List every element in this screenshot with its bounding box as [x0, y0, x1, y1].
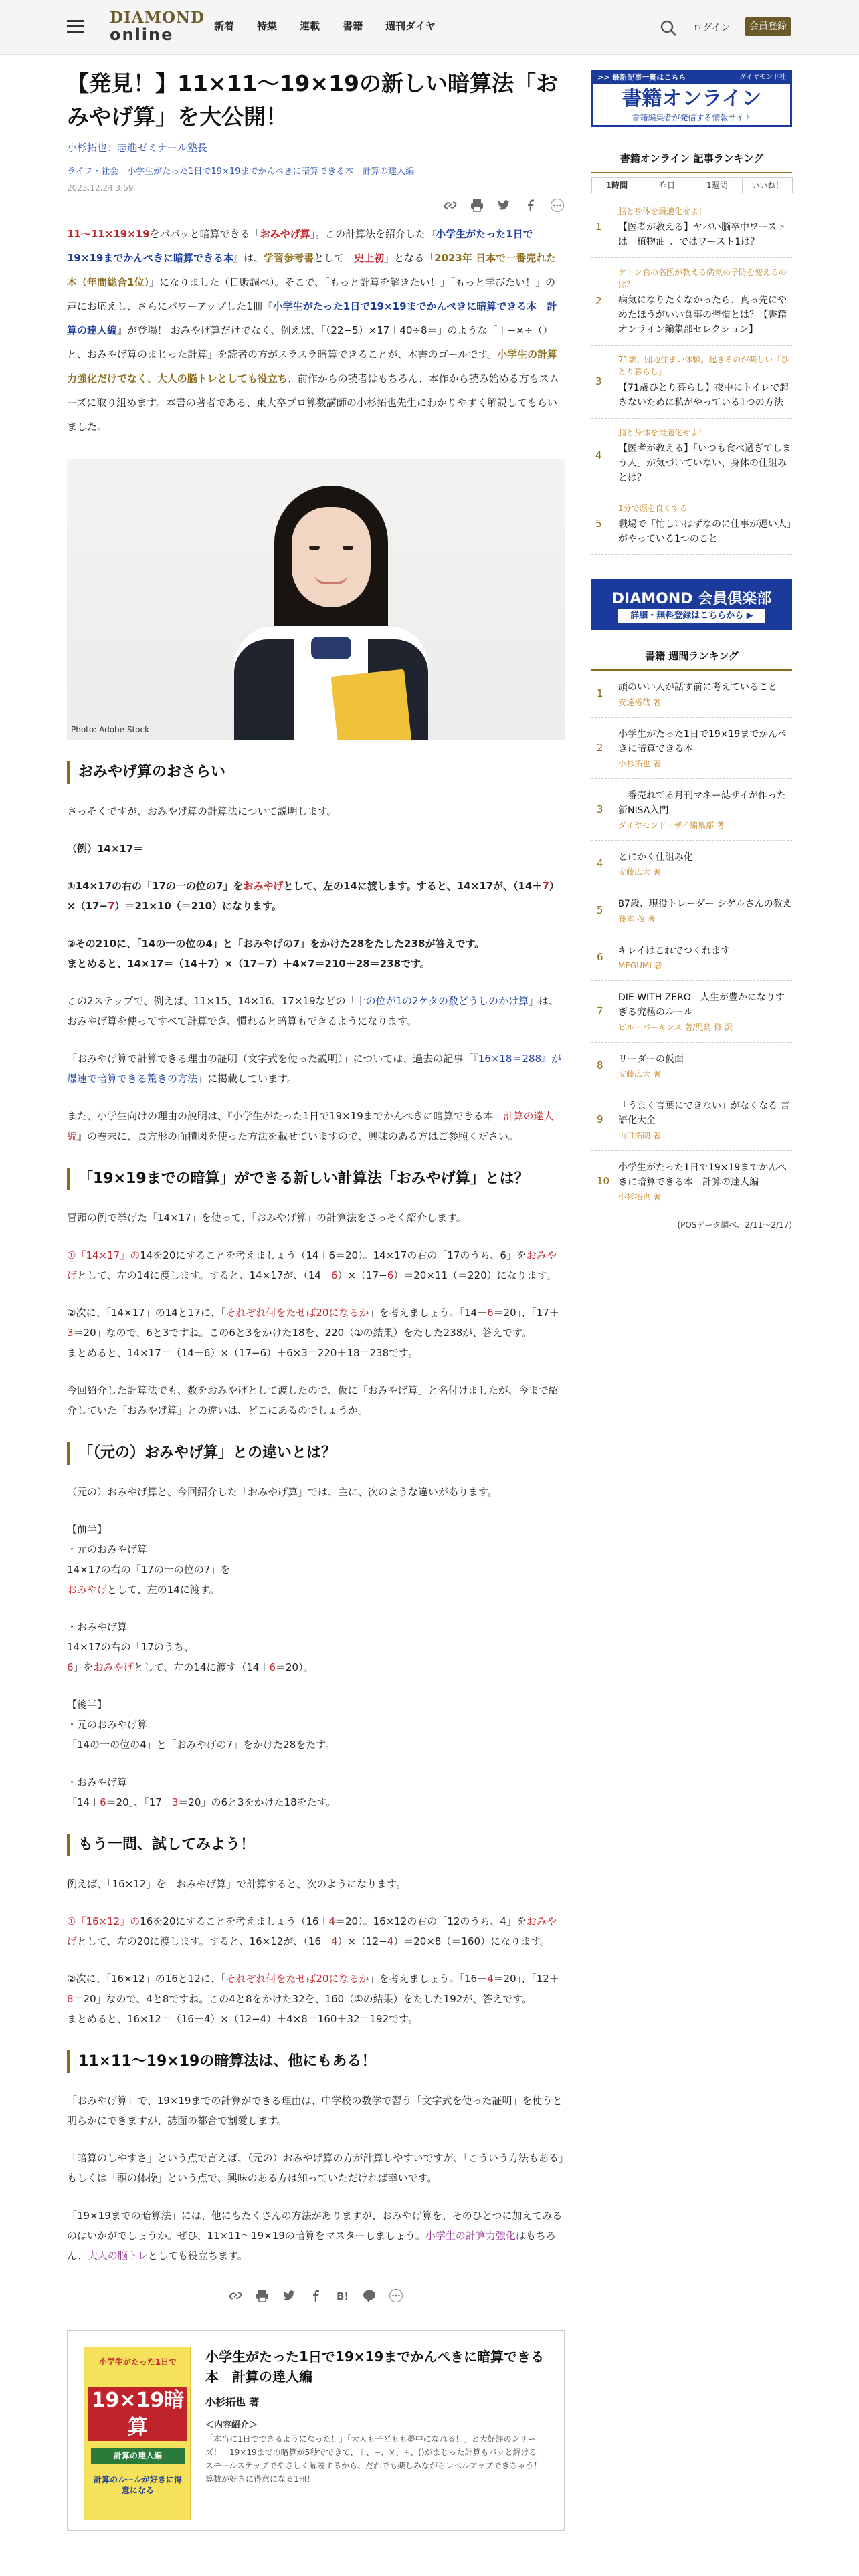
paragraph-segment: 4	[387, 1935, 394, 1947]
paragraph-segment: まとめると、14×17＝（14＋6）×（17−6）＋6×3＝220＋18＝238です。	[67, 1347, 418, 1359]
paragraph-segment: 4	[330, 1935, 338, 1947]
book-ranking-author: 小杉拓也 著	[618, 1192, 661, 1202]
book-ranking-author: 小杉拓也 著	[618, 759, 661, 768]
lead-segment: 」となる「	[384, 252, 435, 264]
paragraph	[67, 1049, 565, 1089]
paragraph-segment: ＝20）。	[276, 1661, 314, 1673]
paragraph-segment: 「おみやげ算で計算できる理由の証明（文字式を使った説明）」については、過去の記事「	[67, 1053, 474, 1065]
paragraph	[67, 876, 565, 916]
more-icon[interactable]	[550, 198, 565, 213]
paragraph-segment: としても役立ちます。	[147, 2250, 248, 2262]
paragraph-segment: ）＝21×10（＝210）になります。	[114, 900, 282, 912]
paragraph-segment: 14×17の右の「17のうち、	[67, 1641, 194, 1653]
print-icon[interactable]	[255, 2288, 270, 2303]
link-icon[interactable]	[228, 2288, 243, 2303]
lead-segment: をパパッと暗算できる「	[149, 228, 260, 240]
lead-segment: 」になりました（日販調べ）。そこで、「もっと計算を解きたい！」「もっと学びたい！」の声にお応えし、さらにパワーアップした1冊『	[67, 276, 556, 312]
article-section	[67, 761, 565, 1146]
paragraph-segment: （例）14×17＝	[67, 843, 144, 855]
section-heading: 11×11〜19×19の暗算法は、他にもある！	[67, 2050, 565, 2073]
book-ranking-title[interactable]: 87歳、現役トレーダー シゲルさんの教え	[618, 899, 792, 909]
ranking-number: 1	[595, 221, 602, 233]
paragraph-segment: ①14×17の右の「17の一の位の7」を	[67, 880, 244, 892]
paragraph-segment: ＝20」、「17＋	[493, 1307, 559, 1319]
paragraph-segment: ＝20」なので、4と8ですね。この4と8をかけた32を、160（①の結果）をたした192が、答えです。	[73, 1993, 533, 2005]
book-ranking-title[interactable]: DIE WITH ZERO 人生が豊かになりすぎる究極のルール	[618, 992, 785, 1018]
book-ranking-number: 9	[597, 1113, 603, 1125]
article-section	[67, 2050, 565, 2266]
article-body	[67, 761, 565, 2266]
paragraph-segment: 14を20にすることを考えましょう（14＋6＝20）。14×17の右の「17のうち、6」を	[140, 1249, 527, 1261]
book-ranking-item[interactable]	[591, 779, 792, 841]
link-icon[interactable]	[443, 198, 458, 213]
book-ranking-number: 8	[597, 1059, 603, 1071]
twitter-icon[interactable]	[282, 2288, 296, 2303]
ranking-title[interactable]: 【医者が教える】「いつも食べ過ぎてしまう人」が気づいていない、身体の仕組みとは？	[618, 443, 791, 484]
article-ranking-list	[591, 197, 792, 555]
book-ranking-author: ダイヤモンド・ザイ編集部 著	[618, 821, 725, 830]
article-title: 【発見！】11×11〜19×19の新しい暗算法「おみやげ算」を大公開！	[67, 70, 558, 130]
paragraph	[67, 1695, 565, 1755]
tab-likes[interactable]: いいね！	[742, 177, 793, 193]
book-ranking-number: 7	[597, 1004, 603, 1017]
book-ranking-item[interactable]	[591, 1089, 792, 1151]
paragraph-segment: 4	[328, 1915, 336, 1927]
nav-item-books[interactable]: 書籍	[343, 20, 363, 32]
ranking-number: 5	[595, 518, 602, 530]
ranking-number: 4	[595, 449, 602, 461]
paragraph-segment: 」に掲載しています。	[197, 1073, 297, 1085]
book-ranking-item[interactable]	[591, 718, 792, 779]
paragraph-segment: 14×17の右の「17の一の位の7」を	[67, 1564, 231, 1576]
paragraph-segment: ）＝20×8（＝160）になります。	[393, 1935, 550, 1947]
paragraph-segment: 7	[108, 900, 115, 912]
paragraph-segment: 【後半】	[67, 1699, 108, 1711]
ranking-subtitle: ケトン食の名医が教える病気の予防を変えるのは？	[618, 267, 787, 289]
paragraph-segment: として、左の14に渡します。すると、14×17が、（14＋	[77, 1269, 331, 1281]
paragraph	[67, 1482, 565, 1502]
paragraph-segment: 「おみやげ算」で、19×19までの計算ができる理由は、中学校の数学で習う「文字式を使った証明」を使うと明らかにできますが、誌面の都合で割愛します。	[67, 2095, 563, 2127]
paragraph	[67, 801, 565, 821]
hatena-icon[interactable]	[335, 2288, 350, 2303]
sidebar	[591, 70, 792, 1230]
ranking-item[interactable]	[591, 494, 792, 555]
ranking-number: 2	[595, 295, 602, 307]
ranking-subtitle: 脳と身体を最適化せよ！	[618, 428, 707, 437]
paragraph-segment[interactable]: 『16×18＝288』が爆速で暗算できる驚きの方法	[67, 1053, 562, 1085]
paragraph	[67, 2148, 565, 2188]
paragraph-segment: 16を20にすることを考えましょう（16＋	[140, 1915, 329, 1927]
paragraph-segment: 【前半】	[67, 1523, 108, 1535]
book-promo[interactable]	[67, 2330, 565, 2531]
article-section	[67, 1834, 565, 2029]
book-ranking-item[interactable]	[591, 981, 792, 1043]
article-main	[67, 67, 565, 2531]
paragraph-segment: おみやげ	[93, 1661, 134, 1673]
paragraph-segment: おみやげ	[243, 880, 284, 892]
paragraph-segment: 「14の一の位の4」と「おみやげの7」をかけた28をたす。	[67, 1739, 336, 1751]
section-heading: もう一問、試してみよう！	[67, 1834, 565, 1856]
book-ranking-item[interactable]	[591, 1151, 792, 1212]
paragraph-segment: 4	[487, 1973, 494, 1985]
ranking-number: 3	[595, 375, 602, 387]
book-ranking-number: 1	[597, 687, 603, 700]
paragraph-segment: 」を考えましょう。「14＋	[369, 1307, 488, 1319]
paragraph-segment: ・元のおみやげ算	[67, 1543, 148, 1555]
paragraph-segment: ・おみやげ算	[67, 1621, 128, 1633]
paragraph	[67, 934, 565, 974]
book-ranking-number: 5	[597, 903, 603, 916]
book-cover-tagline: 計算のルールが好きに得意になる	[94, 2475, 182, 2495]
book-ranking-title[interactable]: 一番売れてる月刊マネー誌ザイが作った 新NISA入門	[618, 790, 787, 816]
ranking-title[interactable]: 【医者が教える】ヤバい脳卒中ワーストは「植物油」、ではワースト1は？	[618, 222, 787, 247]
line-icon[interactable]	[362, 2288, 377, 2303]
paragraph-segment: 』の巻末に、長方形の面積図を使った方法を載せていますので、興味のある方はご参照ください。	[77, 1130, 518, 1142]
category-breadcrumb[interactable]: ライフ・社会 小学生がたった1日で19×19までかんぺきに暗算できる本 計算の達人編	[67, 167, 415, 177]
paragraph-segment: ）×（17−	[67, 880, 559, 912]
author-link[interactable]: 小杉拓也：志進ゼミナール塾長	[67, 142, 207, 154]
club-register-button[interactable]: 詳細・無料登録はこちらから ▶	[618, 609, 765, 623]
lead-segment: として「	[314, 252, 355, 264]
paragraph-segment: ＝20」なので、6と3ですね。この6と3をかけた18を、220（①の結果）をたした238が、答えです。	[73, 1327, 533, 1339]
club-title: DIAMOND 会員倶楽部	[611, 591, 772, 607]
book-ranking-title[interactable]: 頭のいい人が話す前に考えていること	[618, 682, 777, 693]
menu-icon[interactable]	[67, 20, 84, 33]
login-link[interactable]: ログイン	[693, 23, 731, 33]
books-online-banner[interactable]	[591, 70, 792, 127]
paragraph	[67, 1380, 565, 1420]
paragraph	[67, 1519, 565, 1600]
ranking-tabs	[591, 177, 792, 193]
paragraph-segment: として、左の14に渡す。	[107, 1584, 219, 1596]
book-ranking-author: ビル・パーキンス 著/児島 修 訳	[618, 1023, 733, 1032]
logo-bottom-text: online	[110, 25, 174, 44]
logo-top-text: DIAMOND	[110, 9, 205, 27]
ranking-title[interactable]: 【71歳ひとり暮らし】夜中にトイレで起きないために私がやっている1つの方法	[618, 383, 789, 408]
paragraph-segment: として、左の14に渡す（14＋	[133, 1661, 270, 1673]
book-ranking-author: 安藤広大 著	[618, 1069, 661, 1079]
paragraph-segment: 6	[330, 1269, 338, 1281]
book-ranking-author: 安達裕哉 著	[618, 697, 661, 707]
paragraph	[67, 2090, 565, 2131]
paragraph-segment: ）＝20×11（＝220）になります。	[393, 1269, 557, 1281]
paragraph-segment: 「14＋	[67, 1796, 100, 1808]
more-icon[interactable]	[389, 2288, 403, 2303]
ranking-title[interactable]: 病気になりたくなかったら、真っ先にやめたほうがいい食事の習慣とは？【書籍オンライン編集部セレクション】	[618, 295, 787, 335]
book-ranking-title: 書籍 週間ランキング	[591, 649, 792, 671]
book-cover-top: 小学生がたった1日で	[98, 2357, 177, 2367]
paragraph-segment: この2ステップで、例えば、11×15、14×16、17×19などの「	[67, 995, 356, 1007]
book-ranking-title[interactable]: 小学生がたった1日で19×19までかんぺきに暗算できる本 計算の達人編	[618, 1162, 787, 1188]
member-club-banner[interactable]	[591, 579, 792, 630]
paragraph-segment: 6	[387, 1269, 394, 1281]
paragraph-segment: 6	[100, 1796, 106, 1808]
book-ranking-title[interactable]: 小学生がたった1日で19×19までかんぺきに暗算できる本	[618, 729, 787, 754]
book-cover[interactable]	[84, 2347, 191, 2520]
banner-main-text: 書籍オンライン	[622, 87, 762, 110]
banner-brand: ダイヤモンド社	[739, 74, 786, 81]
share-row-top	[443, 198, 565, 213]
book-ranking-title[interactable]: 「うまく言葉にできない」がなくなる 言語化大全	[618, 1101, 790, 1126]
paragraph-segment: それぞれ何をたせば20になるか	[225, 1307, 369, 1319]
book-ranking-number: 4	[597, 857, 603, 869]
search-icon[interactable]	[659, 19, 678, 37]
book-ranking-item[interactable]	[591, 1043, 792, 1089]
paragraph	[67, 2206, 565, 2266]
nav-item-new[interactable]: 新着	[214, 20, 235, 32]
paragraph-segment: ②その210に、「14の一の位の4」と「おみやげの7」をかけた28をたした238が答えです。	[67, 938, 485, 950]
paragraph	[67, 1617, 565, 1677]
paragraph-segment: さっそくですが、おみやげ算の計算法について説明します。	[67, 805, 337, 817]
paragraph-segment: はもちろん、	[67, 2230, 556, 2262]
paragraph-segment: ＝20」の6と3をかけた18をたす。	[178, 1796, 337, 1808]
share-row-bottom	[67, 2288, 565, 2303]
book-ranking-number: 10	[597, 1174, 610, 1187]
paragraph-segment: 今回紹介した計算法でも、数をおみやげとして渡したので、仮に「おみやげ算」と名付けましたが、今まで紹介していた「おみやげ算」との違いは、どこにあるのでしょうか。	[67, 1384, 559, 1416]
book-ranking-title[interactable]: とにかく仕組み化	[618, 852, 693, 863]
lead-segment: 史上初	[354, 252, 385, 264]
site-header	[0, 0, 859, 55]
lead-segment: 、前作からの読者はもちろん、本作から読み始める方もスムーズに取り組めます。本書の著者である、東大卒プロ算数講師の小杉拓也先生にわかりやすく解説してもらいました。	[67, 372, 559, 433]
lead-segment[interactable]: 小学生がたった1日で19×19までかんぺきに暗算できる本 計算の達人編	[67, 300, 557, 336]
paragraph-segment: ②次に、「16×12」の16と12に、「	[67, 1973, 226, 1985]
section-heading: おみやげ算のおさらい	[67, 761, 565, 784]
article-section	[67, 1442, 565, 1812]
paragraph-segment: 6	[487, 1307, 494, 1319]
print-icon[interactable]	[470, 198, 484, 213]
paragraph-segment: おみやげ	[67, 1249, 557, 1281]
tab-1hour[interactable]: 1時間	[591, 177, 642, 193]
paragraph-segment: ①「14×17」の	[67, 1249, 140, 1261]
book-ranking-title[interactable]: キレイはこれでつくれます	[618, 946, 731, 956]
paragraph	[67, 839, 565, 859]
svg-text:B!: B!	[337, 2290, 349, 2302]
book-ranking-item[interactable]	[591, 841, 792, 887]
book-ranking-title[interactable]: リーダーの仮面	[618, 1054, 684, 1065]
article-ranking-title: 書籍オンライン 記事ランキング	[591, 151, 792, 173]
book-description: 「本当に1日でできるようになった！」「大人も子どもも夢中になれる！」と大好評のシリーズ！ 19×19までの暗算が5秒でできて、＋、−、×、÷、()がまじった計算もパッと解ける！ スモールステップでやさしく解説するから、だれでも楽しみながらレベルアップできちゃう！ 算数が好きに得意になる1冊！	[205, 2434, 553, 2484]
paragraph	[67, 1245, 565, 1285]
nav-item-weekly[interactable]: 週刊ダイヤ	[385, 20, 436, 32]
main-nav	[214, 19, 436, 33]
book-ranking-item[interactable]	[591, 934, 792, 981]
ranking-item[interactable]	[591, 258, 792, 346]
book-ranking-list	[591, 671, 792, 1212]
paragraph-segment: おみやげ	[67, 1915, 557, 1947]
twitter-icon[interactable]	[496, 198, 511, 213]
paragraph-segment: として、左の20に渡します。すると、16×12が、（16＋	[77, 1935, 331, 1947]
paragraph	[67, 1772, 565, 1812]
paragraph	[67, 1969, 565, 2029]
paragraph-segment: それぞれ何をたせば20になるか	[225, 1973, 369, 1985]
paragraph	[67, 1911, 565, 1951]
book-ranking-number: 2	[597, 741, 603, 754]
ranking-item[interactable]	[591, 197, 792, 258]
paragraph-segment: 」を	[73, 1661, 94, 1673]
ranking-item[interactable]	[591, 419, 792, 494]
paragraph-segment: おみやげ	[67, 1584, 108, 1596]
paragraph-segment: として、左の14に渡します。すると、14×17が、（14＋	[283, 880, 543, 892]
article-lead	[67, 222, 565, 439]
article-photo	[67, 459, 565, 740]
lead-segment: 』が登場！ おみやげ算だけでなく、例えば、「（22−5）×17＋40÷8＝」のような「＋−×÷（）と、おみやげ算のまじった計算」を読者の方がスラスラ暗算できることが、本書のゴールです。	[67, 324, 553, 360]
paragraph-segment: ①「16×12」の	[67, 1915, 140, 1927]
book-ranking-author: 安藤広大 著	[618, 867, 661, 877]
book-ranking-author: MEGUMI 著	[618, 961, 662, 970]
banner-sub-text: 書籍編集者が発信する情報サイト	[632, 113, 752, 122]
ranking-item[interactable]	[591, 346, 792, 419]
pos-note: (POSデータ調べ、2/11〜2/17)	[677, 1220, 792, 1230]
paragraph-segment: 8	[67, 1993, 74, 2005]
publish-date: 2023.12.24 3:59	[67, 183, 134, 193]
book-ranking-author: 藤本 茂 著	[618, 914, 656, 924]
site-logo[interactable]	[110, 9, 205, 44]
paragraph-segment: 7	[542, 880, 549, 892]
paragraph-segment: 冒頭の例で挙げた「14×17」を使って、「おみやげ算」の計算法をさっそく紹介します。	[67, 1212, 466, 1224]
lead-segment: 』は、	[233, 252, 264, 264]
lead-segment: 2023年 日本で一番売れた本（年間総合1位）	[67, 252, 557, 288]
lead-segment: 11〜11×19×19	[67, 228, 150, 240]
lead-segment: 学習参考書	[264, 252, 314, 264]
section-heading: 「（元の）おみやげ算」との違いとは？	[67, 1442, 565, 1465]
book-ranking-item[interactable]	[591, 671, 792, 718]
paragraph-segment: 3	[171, 1796, 179, 1808]
lead-segment[interactable]: 小学生がたった1日で19×19までかんぺきに暗算できる本	[67, 228, 533, 264]
paragraph-segment: 」は、おみやげ算を使ってすべて計算でき、慣れると暗算もできるようになります。	[67, 995, 559, 1027]
lead-segment: 小学生の計算力強化だけでなく、大人の脳トレとしても役立ち	[67, 348, 558, 385]
paragraph	[67, 1303, 565, 1363]
book-ranking-number: 3	[597, 802, 603, 815]
book-ranking-item[interactable]	[591, 887, 792, 934]
book-ranking-author: 山口拓朗 著	[618, 1131, 661, 1140]
paragraph-segment: ・元のおみやげ算	[67, 1719, 148, 1731]
paragraph-segment: 「19×19までの暗算法」には、他にもたくさんの方法がありますが、おみやげ算を、そのひとつに加えてみるのはいかがでしょうか。ぜひ、11×11〜19×19の暗算をマスターしましょう。	[67, 2210, 563, 2242]
paragraph-segment: ・おみやげ算	[67, 1776, 128, 1788]
article-section	[67, 1168, 565, 1420]
nav-item-feature[interactable]: 特集	[257, 20, 278, 32]
paragraph-segment: ）×（17−	[337, 1269, 387, 1281]
facebook-icon[interactable]	[308, 2288, 323, 2303]
paragraph-segment: また、小学生向けの理由の説明は、『小学生がたった1日で19×19までかんぺきに暗算できる本	[67, 1110, 504, 1122]
paragraph-segment: 6	[67, 1661, 74, 1673]
paragraph	[67, 1874, 565, 1894]
book-cover-subtitle: 計算の達人編	[91, 2448, 185, 2464]
tab-yesterday[interactable]: 昨日	[642, 177, 692, 193]
paragraph	[67, 1208, 565, 1228]
nav-item-series[interactable]: 連載	[300, 20, 320, 32]
book-title[interactable]: 小学生がたった1日で19×19までかんぺきに暗算できる本 計算の達人編	[205, 2349, 544, 2385]
section-heading: 「19×19までの暗算」ができる新しい計算法「おみやげ算」とは？	[67, 1168, 565, 1190]
tab-1week[interactable]: 1週間	[692, 177, 743, 193]
paragraph-segment: 6	[269, 1661, 276, 1673]
ranking-subtitle: 1分で頭を良くする	[618, 504, 688, 513]
paragraph-segment: 大人の脳トレ	[87, 2250, 148, 2262]
paragraph-segment: 例えば、「16×12」を「おみやげ算」で計算すると、次のようになります。	[67, 1878, 407, 1890]
ranking-subtitle: 脳と身体を最適化せよ！	[618, 207, 707, 216]
paragraph-segment: まとめると、16×12＝（16＋4）×（12−4）＋4×8＝160＋32＝192です。	[67, 2013, 418, 2025]
paragraph-segment: ＝20）。16×12の右の「12のうち、4」を	[335, 1915, 527, 1927]
paragraph-segment[interactable]: 十の位が1の2ケタの数どうしのかけ算	[355, 995, 529, 1007]
facebook-icon[interactable]	[523, 198, 538, 213]
paragraph	[67, 1106, 565, 1146]
lead-segment: おみやげ算	[260, 228, 310, 240]
book-author: 小杉拓也 著	[205, 2396, 260, 2408]
ranking-subtitle: 71歳、団地住まい体験。起きるのが楽しい「ひとり暮らし」	[618, 355, 789, 377]
paragraph-segment: 3	[67, 1327, 74, 1339]
paragraph-segment: ）×（12−	[337, 1935, 387, 1947]
paragraph	[67, 991, 565, 1031]
photo-credit: Photo: Adobe Stock	[71, 725, 150, 734]
book-ranking-number: 6	[597, 950, 603, 963]
banner-top-strip	[593, 72, 790, 84]
book-contents-label: ＜内容紹介＞	[205, 2420, 258, 2430]
paragraph-segment: 」を考えましょう。「16＋	[369, 1973, 488, 1985]
paragraph-segment: まとめると、14×17＝（14＋7）×（17−7）＋4×7＝210＋28＝238です。	[67, 958, 430, 970]
paragraph-segment: ＝20」、「17＋	[106, 1796, 172, 1808]
paragraph-segment: 計算の達人編	[67, 1110, 554, 1142]
register-button[interactable]: 会員登録	[745, 17, 791, 36]
paragraph-segment: 小学生の計算力強化	[425, 2230, 516, 2242]
paragraph-segment: ＝20」、「12＋	[493, 1973, 559, 1985]
paragraph-segment: （元の）おみやげ算と、今回紹介した「おみやげ算」では、主に、次のような違いがあります。	[67, 1486, 498, 1498]
banner-top-text: >> 最新記事一覧はこちら	[597, 73, 686, 82]
paragraph-segment: ②次に、「14×17」の14と17に、「	[67, 1307, 226, 1319]
lead-segment: 」。この計算法を紹介した『	[310, 228, 436, 240]
paragraph-segment: 「暗算のしやすさ」という点で言えば、（元の）おみやげ算の方が計算しやすいですが、「こういう方法もある」もしくは「頭の体操」という点で、興味のある方は知っていただければ幸いです。	[67, 2152, 564, 2184]
book-cover-title: 19×19暗算	[88, 2387, 187, 2441]
ranking-title[interactable]: 職場で「忙しいはずなのに仕事が遅い人」がやっている1つのこと	[618, 519, 791, 544]
